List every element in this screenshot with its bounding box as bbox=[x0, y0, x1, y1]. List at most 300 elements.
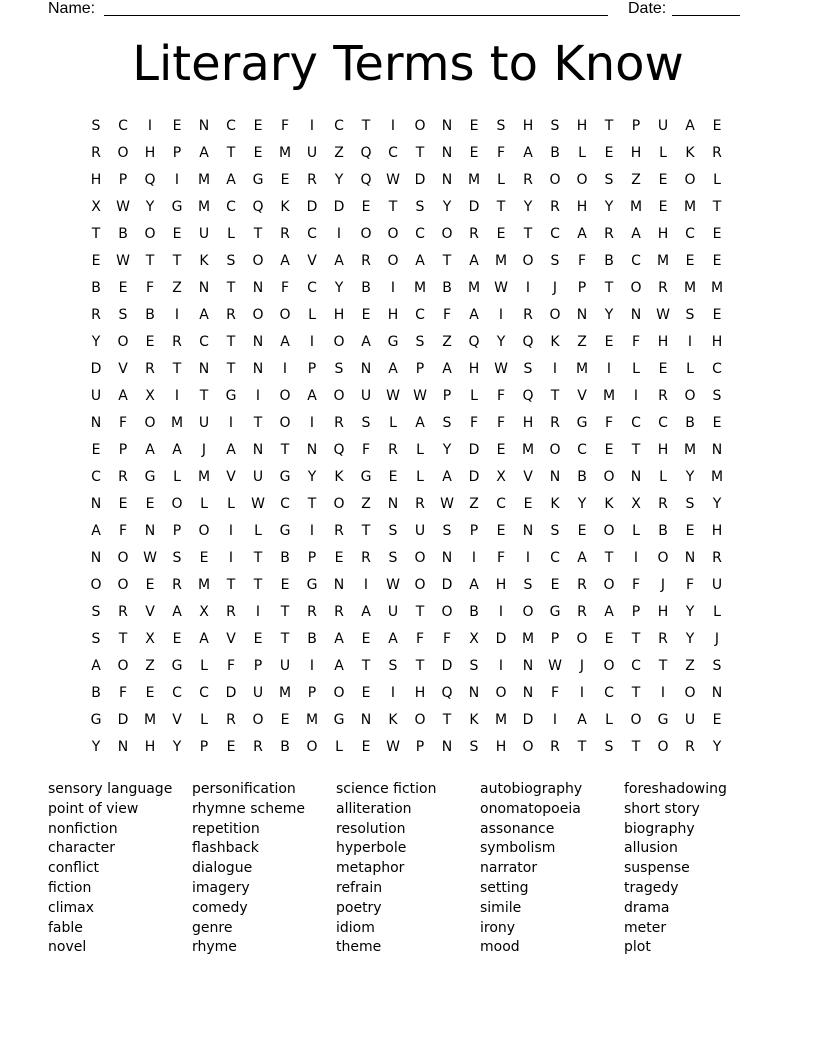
grid-letter[interactable]: N bbox=[198, 361, 210, 377]
grid-letter[interactable]: O bbox=[333, 388, 345, 404]
grid-letter[interactable]: Z bbox=[334, 145, 344, 161]
grid-letter[interactable]: H bbox=[522, 415, 534, 431]
grid-letter[interactable]: C bbox=[307, 226, 317, 242]
grid-letter[interactable]: O bbox=[684, 388, 696, 404]
grid-letter[interactable]: B bbox=[442, 280, 452, 296]
grid-letter[interactable]: K bbox=[685, 145, 695, 161]
grid-letter[interactable]: G bbox=[360, 469, 372, 485]
grid-letter[interactable]: Y bbox=[145, 199, 155, 215]
grid-letter[interactable]: G bbox=[171, 199, 183, 215]
grid-letter[interactable]: M bbox=[170, 415, 184, 431]
grid-letter[interactable]: E bbox=[658, 172, 668, 188]
grid-letter[interactable]: C bbox=[496, 496, 506, 512]
grid-letter[interactable]: G bbox=[279, 469, 291, 485]
grid-letter[interactable]: B bbox=[361, 280, 371, 296]
grid-letter[interactable]: Y bbox=[442, 442, 452, 458]
grid-letter[interactable]: Q bbox=[252, 199, 264, 215]
grid-letter[interactable]: A bbox=[280, 253, 290, 269]
grid-letter[interactable]: M bbox=[683, 442, 697, 458]
grid-letter[interactable]: C bbox=[658, 415, 668, 431]
grid-letter[interactable]: F bbox=[496, 550, 506, 566]
grid-letter[interactable]: O bbox=[333, 496, 345, 512]
grid-letter[interactable]: O bbox=[549, 307, 561, 323]
grid-letter[interactable]: D bbox=[468, 442, 480, 458]
grid-letter[interactable]: M bbox=[278, 145, 292, 161]
grid-letter[interactable]: W bbox=[386, 739, 400, 755]
grid-letter[interactable]: N bbox=[333, 577, 345, 593]
grid-letter[interactable]: R bbox=[712, 145, 722, 161]
grid-letter[interactable]: E bbox=[361, 631, 371, 647]
grid-letter[interactable]: O bbox=[414, 577, 426, 593]
grid-letter[interactable]: E bbox=[172, 118, 182, 134]
grid-letter[interactable]: G bbox=[576, 415, 588, 431]
grid-letter[interactable]: M bbox=[494, 253, 508, 269]
grid-letter[interactable]: G bbox=[90, 712, 102, 728]
grid-letter[interactable]: A bbox=[172, 442, 182, 458]
grid-letter[interactable]: L bbox=[416, 442, 424, 458]
grid-letter[interactable]: R bbox=[334, 523, 344, 539]
grid-letter[interactable]: O bbox=[549, 442, 561, 458]
grid-letter[interactable]: R bbox=[550, 415, 560, 431]
grid-letter[interactable]: O bbox=[117, 658, 129, 674]
grid-letter[interactable]: N bbox=[549, 469, 561, 485]
grid-letter[interactable]: R bbox=[172, 334, 182, 350]
grid-letter[interactable]: T bbox=[658, 658, 668, 674]
grid-letter[interactable]: F bbox=[118, 685, 128, 701]
grid-letter[interactable]: E bbox=[712, 226, 722, 242]
grid-letter[interactable]: O bbox=[576, 172, 588, 188]
grid-letter[interactable]: E bbox=[712, 118, 722, 134]
grid-letter[interactable]: H bbox=[468, 361, 480, 377]
grid-letter[interactable]: O bbox=[387, 253, 399, 269]
grid-letter[interactable]: A bbox=[415, 253, 425, 269]
grid-letter[interactable]: A bbox=[388, 361, 398, 377]
grid-letter[interactable]: E bbox=[712, 415, 722, 431]
grid-letter[interactable]: U bbox=[360, 388, 372, 404]
grid-letter[interactable]: T bbox=[307, 496, 317, 512]
grid-letter[interactable]: T bbox=[712, 199, 722, 215]
grid-letter[interactable]: I bbox=[309, 658, 315, 674]
grid-letter[interactable]: L bbox=[227, 226, 235, 242]
grid-letter[interactable]: A bbox=[307, 388, 317, 404]
grid-letter[interactable]: T bbox=[523, 226, 533, 242]
grid-letter[interactable]: U bbox=[198, 415, 210, 431]
grid-letter[interactable]: O bbox=[117, 550, 129, 566]
grid-letter[interactable]: U bbox=[90, 388, 102, 404]
grid-letter[interactable]: G bbox=[387, 334, 399, 350]
grid-letter[interactable]: E bbox=[604, 334, 614, 350]
grid-letter[interactable]: T bbox=[280, 631, 290, 647]
grid-letter[interactable]: K bbox=[388, 712, 398, 728]
grid-letter[interactable]: M bbox=[197, 199, 211, 215]
grid-letter[interactable]: T bbox=[496, 199, 506, 215]
grid-letter[interactable]: G bbox=[144, 469, 156, 485]
grid-letter[interactable]: O bbox=[522, 739, 534, 755]
grid-letter[interactable]: T bbox=[577, 739, 587, 755]
grid-letter[interactable]: O bbox=[90, 577, 102, 593]
grid-letter[interactable]: B bbox=[118, 226, 128, 242]
grid-letter[interactable]: Z bbox=[631, 172, 641, 188]
grid-letter[interactable]: M bbox=[683, 199, 697, 215]
grid-letter[interactable]: N bbox=[441, 550, 453, 566]
grid-letter[interactable]: O bbox=[522, 604, 534, 620]
grid-letter[interactable]: Q bbox=[333, 442, 345, 458]
grid-letter[interactable]: I bbox=[498, 307, 504, 323]
grid-letter[interactable]: I bbox=[282, 361, 288, 377]
grid-letter[interactable]: E bbox=[685, 253, 695, 269]
grid-letter[interactable]: U bbox=[711, 577, 723, 593]
grid-letter[interactable]: R bbox=[118, 469, 128, 485]
grid-letter[interactable]: H bbox=[576, 118, 588, 134]
grid-letter[interactable]: S bbox=[550, 253, 560, 269]
grid-letter[interactable]: B bbox=[280, 739, 290, 755]
grid-letter[interactable]: N bbox=[252, 334, 264, 350]
grid-letter[interactable]: I bbox=[660, 685, 666, 701]
grid-letter[interactable]: W bbox=[413, 388, 427, 404]
grid-letter[interactable]: A bbox=[334, 658, 344, 674]
grid-letter[interactable]: M bbox=[197, 577, 211, 593]
grid-letter[interactable]: S bbox=[361, 415, 371, 431]
grid-letter[interactable]: I bbox=[633, 550, 639, 566]
grid-letter[interactable]: H bbox=[522, 118, 534, 134]
grid-letter[interactable]: F bbox=[469, 415, 479, 431]
grid-letter[interactable]: U bbox=[684, 712, 696, 728]
grid-letter[interactable]: T bbox=[631, 739, 641, 755]
grid-letter[interactable]: F bbox=[496, 415, 506, 431]
grid-letter[interactable]: R bbox=[145, 361, 155, 377]
grid-letter[interactable]: E bbox=[604, 631, 614, 647]
grid-letter[interactable]: X bbox=[631, 496, 641, 512]
grid-letter[interactable]: Y bbox=[91, 334, 101, 350]
grid-letter[interactable]: B bbox=[685, 415, 695, 431]
grid-letter[interactable]: N bbox=[252, 361, 264, 377]
grid-letter[interactable]: Q bbox=[360, 145, 372, 161]
grid-letter[interactable]: M bbox=[710, 280, 724, 296]
grid-letter[interactable]: M bbox=[629, 199, 643, 215]
grid-letter[interactable]: N bbox=[90, 550, 102, 566]
grid-letter[interactable]: F bbox=[442, 307, 452, 323]
grid-letter[interactable]: I bbox=[687, 334, 693, 350]
grid-letter[interactable]: L bbox=[254, 523, 262, 539]
grid-letter[interactable]: F bbox=[631, 334, 641, 350]
grid-letter[interactable]: I bbox=[390, 280, 396, 296]
grid-letter[interactable]: L bbox=[200, 496, 208, 512]
grid-letter[interactable]: F bbox=[577, 253, 587, 269]
date-blank-line[interactable] bbox=[672, 15, 740, 16]
grid-letter[interactable]: I bbox=[255, 604, 261, 620]
grid-letter[interactable]: T bbox=[442, 712, 452, 728]
grid-letter[interactable]: T bbox=[253, 226, 263, 242]
grid-letter[interactable]: G bbox=[657, 712, 669, 728]
grid-letter[interactable]: O bbox=[630, 712, 642, 728]
grid-letter[interactable]: W bbox=[386, 577, 400, 593]
grid-letter[interactable]: P bbox=[469, 523, 479, 539]
grid-letter[interactable]: X bbox=[91, 199, 101, 215]
grid-letter[interactable]: G bbox=[333, 712, 345, 728]
grid-letter[interactable]: I bbox=[174, 172, 180, 188]
grid-letter[interactable]: A bbox=[388, 631, 398, 647]
grid-letter[interactable]: J bbox=[552, 280, 558, 296]
grid-letter[interactable]: X bbox=[145, 631, 155, 647]
grid-letter[interactable]: N bbox=[198, 118, 210, 134]
grid-letter[interactable]: D bbox=[468, 199, 480, 215]
grid-letter[interactable]: I bbox=[174, 307, 180, 323]
grid-letter[interactable]: L bbox=[713, 172, 721, 188]
grid-letter[interactable]: O bbox=[414, 712, 426, 728]
grid-letter[interactable]: C bbox=[604, 685, 614, 701]
grid-letter[interactable]: O bbox=[441, 226, 453, 242]
grid-letter[interactable]: R bbox=[253, 739, 263, 755]
grid-letter[interactable]: S bbox=[523, 577, 533, 593]
grid-letter[interactable]: H bbox=[90, 172, 102, 188]
grid-letter[interactable]: U bbox=[252, 685, 264, 701]
grid-letter[interactable]: L bbox=[200, 658, 208, 674]
grid-letter[interactable]: N bbox=[468, 685, 480, 701]
grid-letter[interactable]: E bbox=[469, 145, 479, 161]
grid-letter[interactable]: T bbox=[226, 145, 236, 161]
grid-letter[interactable]: T bbox=[253, 415, 263, 431]
grid-letter[interactable]: F bbox=[685, 577, 695, 593]
grid-letter[interactable]: O bbox=[387, 226, 399, 242]
grid-letter[interactable]: K bbox=[550, 496, 560, 512]
grid-letter[interactable]: E bbox=[145, 496, 155, 512]
grid-letter[interactable]: A bbox=[469, 307, 479, 323]
grid-letter[interactable]: H bbox=[495, 577, 507, 593]
grid-letter[interactable]: N bbox=[576, 307, 588, 323]
grid-letter[interactable]: C bbox=[226, 199, 236, 215]
grid-letter[interactable]: M bbox=[494, 712, 508, 728]
grid-letter[interactable]: O bbox=[333, 685, 345, 701]
grid-letter[interactable]: H bbox=[657, 604, 669, 620]
name-blank-line[interactable] bbox=[104, 15, 608, 16]
grid-letter[interactable]: N bbox=[198, 280, 210, 296]
grid-letter[interactable]: B bbox=[658, 523, 668, 539]
grid-letter[interactable]: B bbox=[145, 307, 155, 323]
grid-letter[interactable]: R bbox=[91, 145, 101, 161]
grid-letter[interactable]: A bbox=[226, 442, 236, 458]
grid-letter[interactable]: T bbox=[226, 280, 236, 296]
grid-letter[interactable]: T bbox=[199, 388, 209, 404]
grid-letter[interactable]: A bbox=[469, 253, 479, 269]
grid-letter[interactable]: T bbox=[253, 577, 263, 593]
grid-letter[interactable]: E bbox=[496, 523, 506, 539]
grid-letter[interactable]: N bbox=[360, 361, 372, 377]
grid-letter[interactable]: I bbox=[309, 415, 315, 431]
grid-letter[interactable]: D bbox=[117, 712, 129, 728]
grid-letter[interactable]: Y bbox=[712, 496, 722, 512]
grid-letter[interactable]: J bbox=[714, 631, 720, 647]
grid-letter[interactable]: D bbox=[333, 199, 345, 215]
grid-letter[interactable]: X bbox=[145, 388, 155, 404]
grid-letter[interactable]: I bbox=[525, 280, 531, 296]
grid-letter[interactable]: R bbox=[658, 388, 668, 404]
grid-letter[interactable]: D bbox=[441, 577, 453, 593]
grid-letter[interactable]: V bbox=[145, 604, 155, 620]
grid-letter[interactable]: R bbox=[334, 415, 344, 431]
grid-letter[interactable]: S bbox=[604, 172, 614, 188]
grid-letter[interactable]: E bbox=[388, 469, 398, 485]
grid-letter[interactable]: E bbox=[577, 523, 587, 539]
grid-letter[interactable]: A bbox=[91, 523, 101, 539]
grid-letter[interactable]: S bbox=[91, 631, 101, 647]
grid-letter[interactable]: H bbox=[657, 334, 669, 350]
grid-letter[interactable]: B bbox=[307, 631, 317, 647]
grid-letter[interactable]: E bbox=[199, 550, 209, 566]
grid-letter[interactable]: E bbox=[658, 199, 668, 215]
grid-letter[interactable]: R bbox=[523, 172, 533, 188]
grid-letter[interactable]: D bbox=[522, 712, 534, 728]
grid-letter[interactable]: U bbox=[657, 118, 669, 134]
grid-letter[interactable]: O bbox=[657, 550, 669, 566]
grid-letter[interactable]: I bbox=[174, 388, 180, 404]
grid-letter[interactable]: R bbox=[226, 604, 236, 620]
grid-letter[interactable]: A bbox=[442, 469, 452, 485]
grid-letter[interactable]: T bbox=[604, 550, 614, 566]
grid-letter[interactable]: C bbox=[334, 118, 344, 134]
grid-letter[interactable]: L bbox=[416, 469, 424, 485]
grid-letter[interactable]: Z bbox=[145, 658, 155, 674]
grid-letter[interactable]: A bbox=[280, 334, 290, 350]
grid-letter[interactable]: Y bbox=[172, 739, 182, 755]
grid-letter[interactable]: S bbox=[712, 388, 722, 404]
grid-letter[interactable]: O bbox=[603, 577, 615, 593]
grid-letter[interactable]: U bbox=[198, 226, 210, 242]
grid-letter[interactable]: B bbox=[91, 685, 101, 701]
grid-letter[interactable]: O bbox=[252, 253, 264, 269]
grid-letter[interactable]: B bbox=[280, 550, 290, 566]
grid-letter[interactable]: I bbox=[309, 118, 315, 134]
grid-letter[interactable]: S bbox=[469, 739, 479, 755]
grid-letter[interactable]: C bbox=[91, 469, 101, 485]
grid-letter[interactable]: R bbox=[307, 172, 317, 188]
grid-letter[interactable]: C bbox=[550, 550, 560, 566]
grid-letter[interactable]: S bbox=[226, 253, 236, 269]
grid-letter[interactable]: L bbox=[713, 604, 721, 620]
grid-letter[interactable]: W bbox=[440, 496, 454, 512]
grid-letter[interactable]: E bbox=[361, 685, 371, 701]
grid-letter[interactable]: E bbox=[361, 199, 371, 215]
grid-letter[interactable]: M bbox=[683, 280, 697, 296]
grid-letter[interactable]: I bbox=[552, 361, 558, 377]
grid-letter[interactable]: O bbox=[279, 388, 291, 404]
grid-letter[interactable]: P bbox=[631, 118, 641, 134]
grid-letter[interactable]: O bbox=[495, 685, 507, 701]
grid-letter[interactable]: C bbox=[415, 307, 425, 323]
grid-letter[interactable]: C bbox=[631, 415, 641, 431]
grid-letter[interactable]: I bbox=[498, 658, 504, 674]
grid-letter[interactable]: P bbox=[253, 658, 263, 674]
grid-letter[interactable]: E bbox=[604, 442, 614, 458]
grid-letter[interactable]: P bbox=[550, 631, 560, 647]
grid-letter[interactable]: I bbox=[147, 118, 153, 134]
grid-letter[interactable]: D bbox=[414, 172, 426, 188]
grid-letter[interactable]: K bbox=[199, 253, 209, 269]
grid-letter[interactable]: A bbox=[685, 118, 695, 134]
grid-letter[interactable]: S bbox=[496, 118, 506, 134]
grid-letter[interactable]: W bbox=[494, 280, 508, 296]
grid-letter[interactable]: A bbox=[145, 442, 155, 458]
grid-letter[interactable]: S bbox=[550, 523, 560, 539]
grid-letter[interactable]: X bbox=[469, 631, 479, 647]
grid-letter[interactable]: I bbox=[255, 388, 261, 404]
grid-letter[interactable]: O bbox=[684, 685, 696, 701]
grid-letter[interactable]: A bbox=[577, 226, 587, 242]
grid-letter[interactable]: P bbox=[577, 280, 587, 296]
grid-letter[interactable]: R bbox=[577, 604, 587, 620]
grid-letter[interactable]: O bbox=[414, 118, 426, 134]
grid-letter[interactable]: T bbox=[226, 361, 236, 377]
grid-letter[interactable]: N bbox=[117, 739, 129, 755]
grid-letter[interactable]: B bbox=[91, 280, 101, 296]
grid-letter[interactable]: A bbox=[118, 388, 128, 404]
grid-letter[interactable]: S bbox=[550, 118, 560, 134]
grid-letter[interactable]: S bbox=[523, 361, 533, 377]
grid-letter[interactable]: M bbox=[197, 469, 211, 485]
grid-letter[interactable]: E bbox=[658, 361, 668, 377]
grid-letter[interactable]: E bbox=[712, 307, 722, 323]
grid-letter[interactable]: T bbox=[280, 442, 290, 458]
grid-letter[interactable]: O bbox=[603, 469, 615, 485]
grid-letter[interactable]: A bbox=[523, 145, 533, 161]
grid-letter[interactable]: N bbox=[144, 523, 156, 539]
grid-letter[interactable]: A bbox=[415, 415, 425, 431]
grid-letter[interactable]: R bbox=[415, 496, 425, 512]
grid-letter[interactable]: C bbox=[199, 334, 209, 350]
grid-letter[interactable]: N bbox=[711, 442, 723, 458]
grid-letter[interactable]: D bbox=[225, 685, 237, 701]
grid-letter[interactable]: A bbox=[172, 604, 182, 620]
grid-letter[interactable]: J bbox=[201, 442, 207, 458]
grid-letter[interactable]: E bbox=[118, 280, 128, 296]
grid-letter[interactable]: T bbox=[253, 550, 263, 566]
grid-letter[interactable]: P bbox=[415, 361, 425, 377]
grid-letter[interactable]: T bbox=[280, 604, 290, 620]
grid-letter[interactable]: O bbox=[144, 226, 156, 242]
grid-letter[interactable]: T bbox=[388, 199, 398, 215]
grid-letter[interactable]: H bbox=[630, 145, 642, 161]
grid-letter[interactable]: W bbox=[494, 361, 508, 377]
grid-letter[interactable]: E bbox=[496, 442, 506, 458]
grid-letter[interactable]: H bbox=[657, 226, 669, 242]
grid-letter[interactable]: R bbox=[658, 631, 668, 647]
grid-letter[interactable]: A bbox=[199, 145, 209, 161]
grid-letter[interactable]: O bbox=[117, 145, 129, 161]
grid-letter[interactable]: W bbox=[386, 172, 400, 188]
grid-letter[interactable]: H bbox=[657, 442, 669, 458]
grid-letter[interactable]: R bbox=[550, 739, 560, 755]
grid-letter[interactable]: R bbox=[226, 712, 236, 728]
grid-letter[interactable]: Q bbox=[144, 172, 156, 188]
grid-letter[interactable]: N bbox=[522, 523, 534, 539]
grid-letter[interactable]: Q bbox=[522, 334, 534, 350]
grid-letter[interactable]: J bbox=[660, 577, 666, 593]
grid-letter[interactable]: E bbox=[253, 631, 263, 647]
grid-letter[interactable]: H bbox=[387, 307, 399, 323]
grid-letter[interactable]: A bbox=[334, 253, 344, 269]
grid-letter[interactable]: T bbox=[631, 442, 641, 458]
grid-letter[interactable]: M bbox=[656, 253, 670, 269]
grid-letter[interactable]: S bbox=[469, 658, 479, 674]
grid-letter[interactable]: F bbox=[280, 118, 290, 134]
grid-letter[interactable]: K bbox=[334, 469, 344, 485]
grid-letter[interactable]: G bbox=[225, 388, 237, 404]
grid-letter[interactable]: S bbox=[415, 199, 425, 215]
grid-letter[interactable]: E bbox=[712, 253, 722, 269]
grid-letter[interactable]: T bbox=[226, 334, 236, 350]
grid-letter[interactable]: E bbox=[496, 226, 506, 242]
grid-letter[interactable]: F bbox=[604, 415, 614, 431]
grid-letter[interactable]: S bbox=[604, 739, 614, 755]
